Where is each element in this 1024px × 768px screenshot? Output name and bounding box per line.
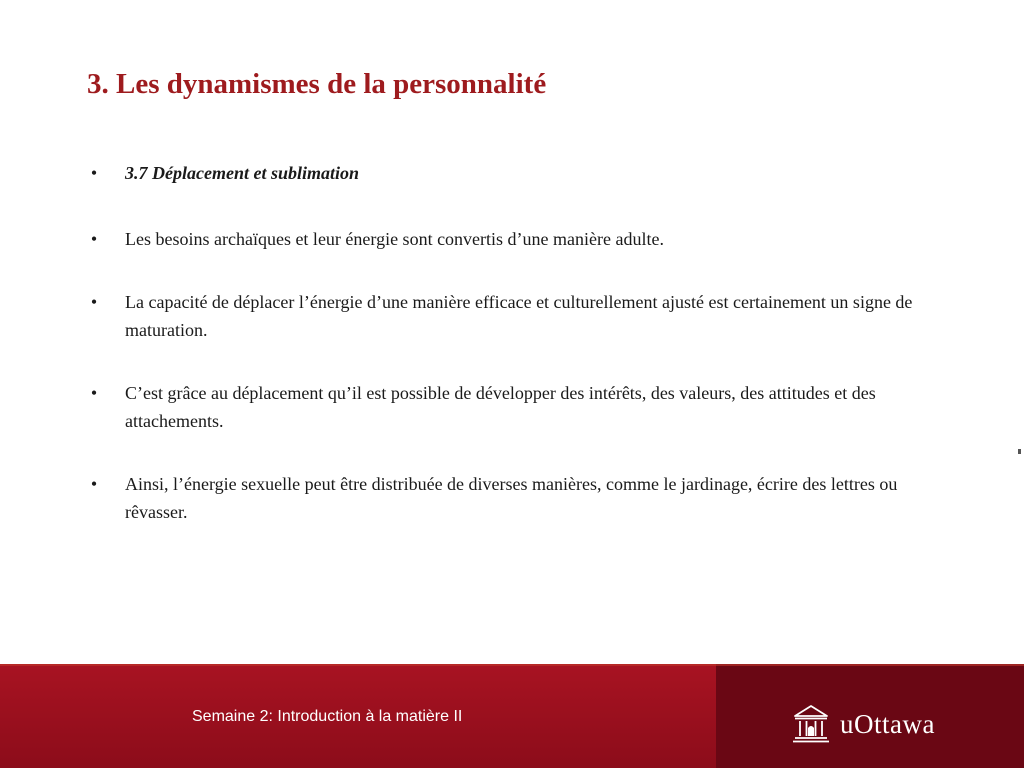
uottawa-wordmark: uOttawa: [840, 708, 935, 739]
bullet-marker: •: [90, 383, 98, 403]
bullet-text: 3.7 Déplacement et sublimation: [125, 163, 359, 183]
bullet-item: [87, 288, 947, 344]
bullet-text: Les besoins archaïques et leur énergie sont convertis d’une manière adulte.: [125, 229, 664, 249]
bullet-item: [87, 159, 947, 187]
bullet-text: La capacité de déplacer l’énergie d’une manière efficace et culturellement ajusté est certainement un signe de maturation.: [125, 292, 913, 340]
bullet-list: [87, 159, 947, 561]
bullet-item: [87, 225, 947, 253]
edge-mark: [1018, 449, 1021, 454]
slide-title: 3. Les dynamismes de la personnalité: [87, 68, 547, 100]
bullet-text: Ainsi, l’énergie sexuelle peut être distribuée de diverses manières, comme le jardinage, écrire des lettres ou rêvasser.: [125, 474, 898, 522]
bullet-marker: •: [90, 474, 98, 494]
footer-divider: [0, 664, 1024, 666]
bullet-item: [87, 379, 947, 435]
bullet-marker: •: [90, 163, 98, 183]
uottawa-logo: [792, 702, 935, 746]
bullet-text: C’est grâce au déplacement qu’il est possible de développer des intérêts, des valeurs, des attitudes et des attachements.: [125, 383, 876, 431]
footer: [0, 664, 1024, 768]
bullet-item: [87, 470, 947, 526]
bullet-marker: •: [90, 292, 98, 312]
university-building-icon: [792, 704, 830, 744]
bullet-marker: •: [90, 229, 98, 249]
footer-course-label: Semaine 2: Introduction à la matière II: [192, 708, 463, 725]
